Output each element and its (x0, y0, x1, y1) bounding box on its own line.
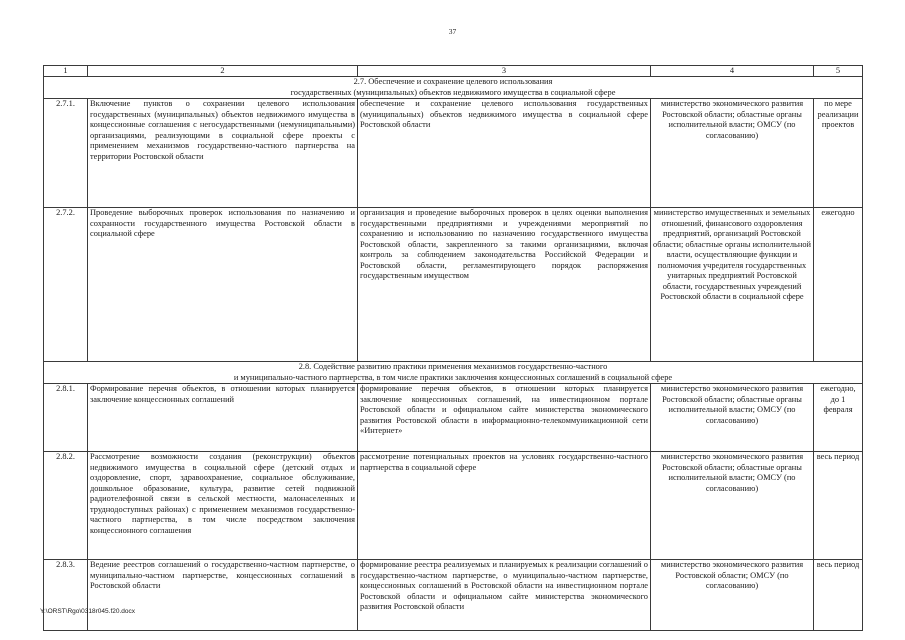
responsible-executor: министерство имущественных и земельных отношений, финансового оздоровления предприятий, организаций Ростовской области; областные органы исполнительной власти, осуществляющие функции и полномочия учредителя государственных унитарных предприятий Ростовской области, государственных учреждений Ростовской области в социальной сфере (651, 208, 814, 362)
section-title-line-1: 2.7. Обеспечение и сохранение целевого использования (353, 77, 553, 86)
item-number: 2.8.1. (44, 384, 88, 452)
section-title-cell (44, 77, 863, 99)
expected-result: формирование перечня объектов, в отношении которых планируется заключение концессионных соглашений, на инвестиционном портале Ростовской области и официальном сайте министерства экономического развития Ростовской области в информационно-телекоммуникационной сети «Интернет» (358, 384, 651, 452)
measure-text: Формирование перечня объектов, в отношении которых планируется заключение концессионных соглашений (88, 384, 358, 452)
table-row-2-8-2 (44, 452, 863, 560)
column-number-header-row (44, 66, 863, 77)
expected-result: обеспечение и сохранение целевого использования государственных (муниципальных) объектов недвижимого имущества в социальной сфере Ростовской области (358, 99, 651, 208)
page-number: 37 (448, 27, 457, 36)
measures-table (43, 65, 863, 631)
measure-text: Проведение выборочных проверок использования по назначению и сохранности государственного имущества Ростовской области в социальной сфере (88, 208, 358, 362)
responsible-executor: министерство экономического развития Ростовской области; областные органы исполнительной власти; ОМСУ (по согласованию) (651, 99, 814, 208)
responsible-executor: министерство экономического развития Ростовской области; областные органы исполнительной власти; ОМСУ (по согласованию) (651, 452, 814, 560)
table-row-2-7-2 (44, 208, 863, 362)
header-col-5: 5 (814, 66, 863, 77)
table-row-2-8-3 (44, 560, 863, 631)
file-path-footer: Y:\ORST\Rgo\0318r045.f20.docx (40, 608, 136, 615)
section-title-line-2: государственных (муниципальных) объектов недвижимого имущества в социальной сфере (290, 87, 616, 97)
item-number: 2.7.2. (44, 208, 88, 362)
header-col-3: 3 (358, 66, 651, 77)
deadline: весь период (814, 560, 863, 631)
section-title-line-1: 2.8. Содействие развитию практики применения механизмов государственно-частного (298, 362, 608, 371)
responsible-executor: министерство экономического развития Ростовской области; ОМСУ (по согласованию) (651, 560, 814, 631)
measure-text: Рассмотрение возможности создания (реконструкции) объектов недвижимого имущества в социальной сфере (детский отдых и оздоровление, спорт, здравоохранение, социальное обслуживание, дошкольное образование, культура, развитие сетей подвижной радиотелефонной связи в сельской местности, малонаселенных и труднодоступных районах) с применением механизмов государственно-частного партнерства, в том числе посредством заключения концессионного соглашения (88, 452, 358, 560)
expected-result: рассмотрение потенциальных проектов на условиях государственно-частного партнерства в социальной сфере (358, 452, 651, 560)
expected-result: организация и проведение выборочных проверок в целях оценки выполнения государственными предприятиями и учреждениями мероприятий по сохранению и использованию по назначению государственного имущества Ростовской области, закрепленного за такими организациями, включая контроль за соблюдением законодательства Российской Федерации и Ростовской области, регламентирующего порядок распоряжения государственным имуществом (358, 208, 651, 362)
deadline: весь период (814, 452, 863, 560)
expected-result: формирование реестра реализуемых и планируемых к реализации соглашений о государственно-частном партнерстве, о муниципально-частном партнерстве, концессионных соглашений в Ростовской области на инвестиционном портале Ростовской области и официальном сайте министерства экономического развития Ростовской области (358, 560, 651, 631)
table-row-2-7-1 (44, 99, 863, 208)
item-number: 2.8.2. (44, 452, 88, 560)
section-title-line-2: и муниципально-частного партнерства, в том числе практики заключения концессионных соглашений в социальной сфере (233, 372, 673, 382)
table-row-2-8-1 (44, 384, 863, 452)
deadline: по мере реализации проектов (814, 99, 863, 208)
measure-text: Включение пунктов о сохранении целевого использования государственных (муниципальных) объектов недвижимого имущества в концессионные соглашения с негосударственными (немуниципальными) организациями, реализующими в социальной сфере проекты с применением механизмов государственно-частного партнерства на территории Ростовской области (88, 99, 358, 208)
section-heading-2-8 (44, 362, 863, 384)
item-number: 2.7.1. (44, 99, 88, 208)
section-heading-2-7 (44, 77, 863, 99)
item-number: 2.8.3. (44, 560, 88, 631)
header-col-4: 4 (651, 66, 814, 77)
header-col-1: 1 (44, 66, 88, 77)
measure-text: Ведение реестров соглашений о государственно-частном партнерстве, о муниципально-частном партнерстве, концессионных соглашений в Ростовской области (88, 560, 358, 631)
section-title-cell (44, 362, 863, 384)
responsible-executor: министерство экономического развития Ростовской области; областные органы исполнительной власти; ОМСУ (по согласованию) (651, 384, 814, 452)
header-col-2: 2 (88, 66, 358, 77)
deadline: ежегодно, до 1 февраля (814, 384, 863, 452)
deadline: ежегодно (814, 208, 863, 362)
